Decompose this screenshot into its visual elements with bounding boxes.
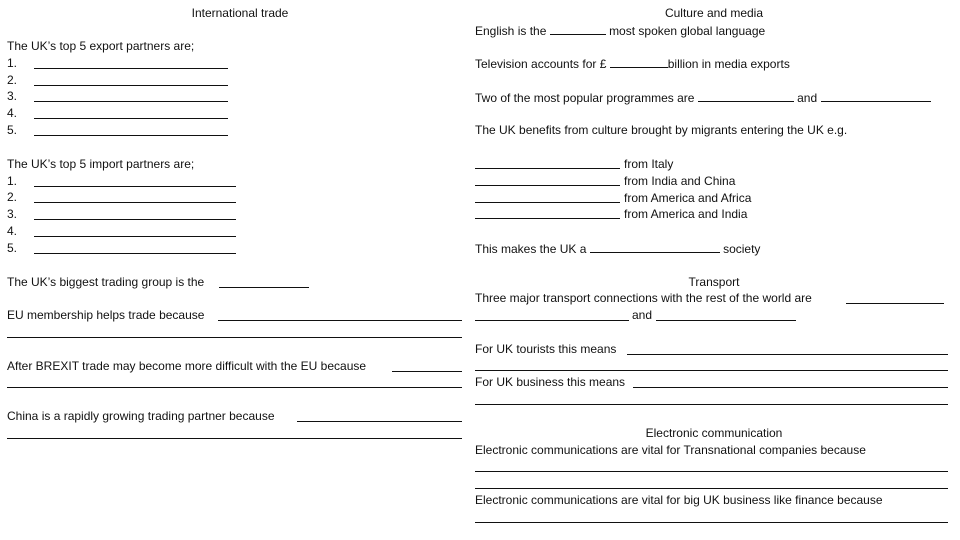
culture-media-title: Culture and media [664, 6, 764, 20]
export-5-blank[interactable] [34, 135, 228, 136]
english-prompt [475, 23, 765, 38]
origin-america-india: from America and India [624, 207, 748, 221]
english-prompt-pre: English is the [475, 24, 547, 38]
trading-group-prompt: The UK’s biggest trading group is the [7, 275, 205, 289]
china-blank-2[interactable] [7, 438, 462, 439]
export-4-blank[interactable] [34, 118, 228, 119]
imports-heading: The UK’s top 5 import partners are; [7, 157, 195, 171]
tv-billion-blank[interactable] [610, 56, 668, 68]
tncs-blank-1[interactable] [475, 471, 948, 472]
china-blank-1[interactable] [297, 421, 462, 422]
programme-2-blank[interactable] [821, 90, 931, 102]
society-prompt [475, 241, 760, 256]
export-number-5: 5. [7, 123, 18, 137]
programmes-prompt [475, 90, 931, 105]
export-number-1: 1. [7, 56, 18, 70]
tncs-prompt: Electronic communications are vital for Transnational companies because [475, 443, 866, 457]
connection-2-blank[interactable] [475, 320, 629, 321]
finance-blank[interactable] [475, 522, 948, 523]
trading-group-blank[interactable] [219, 287, 309, 288]
import-2-blank[interactable] [34, 202, 236, 203]
society-prompt-post: society [723, 242, 761, 256]
electronic-communication-title: Electronic communication [645, 426, 783, 440]
india-china-blank[interactable] [475, 185, 620, 186]
china-prompt: China is a rapidly growing trading partner because [7, 409, 275, 423]
business-blank-1[interactable] [633, 387, 948, 388]
society-blank[interactable] [590, 241, 720, 253]
brexit-blank-1[interactable] [392, 371, 462, 372]
export-number-4: 4. [7, 106, 18, 120]
tv-prompt [475, 56, 790, 71]
export-1-blank[interactable] [34, 68, 228, 69]
import-5-blank[interactable] [34, 253, 236, 254]
export-3-blank[interactable] [34, 101, 228, 102]
programmes-prompt-pre: Two of the most popular programmes are [475, 91, 695, 105]
connections-and: and [632, 308, 653, 322]
export-2-blank[interactable] [34, 85, 228, 86]
america-india-blank[interactable] [475, 218, 620, 219]
export-number-3: 3. [7, 89, 18, 103]
origin-america-africa: from America and Africa [624, 191, 752, 205]
import-number-3: 3. [7, 207, 18, 221]
eu-membership-blank-2[interactable] [7, 337, 462, 338]
tourists-blank-1[interactable] [627, 354, 948, 355]
english-rank-blank[interactable] [550, 23, 606, 35]
eu-membership-prompt: EU membership helps trade because [7, 308, 205, 322]
brexit-blank-2[interactable] [7, 387, 462, 388]
america-africa-blank[interactable] [475, 202, 620, 203]
transport-title: Transport [688, 275, 740, 289]
origin-india-china: from India and China [624, 174, 736, 188]
business-blank-2[interactable] [475, 404, 948, 405]
business-prompt: For UK business this means [475, 375, 626, 389]
import-3-blank[interactable] [34, 219, 236, 220]
brexit-prompt: After BREXIT trade may become more difficult with the EU because [7, 359, 367, 373]
import-number-2: 2. [7, 190, 18, 204]
international-trade-title: International trade [191, 6, 289, 20]
programme-1-blank[interactable] [698, 90, 794, 102]
programmes-and: and [797, 91, 818, 105]
tourists-blank-2[interactable] [475, 370, 948, 371]
society-prompt-pre: This makes the UK a [475, 242, 587, 256]
italy-blank[interactable] [475, 168, 620, 169]
connections-prompt: Three major transport connections with the rest of the world are [475, 291, 812, 305]
connection-3-blank[interactable] [656, 320, 796, 321]
eu-membership-blank-1[interactable] [218, 320, 462, 321]
tv-prompt-post: billion in media exports [667, 57, 790, 71]
finance-prompt: Electronic communications are vital for big UK business like finance because [475, 493, 883, 507]
english-prompt-post: most spoken global language [609, 24, 766, 38]
tv-prompt-pre: Television accounts for £ [475, 57, 607, 71]
import-number-4: 4. [7, 224, 18, 238]
tourists-prompt: For UK tourists this means [475, 342, 617, 356]
import-number-5: 5. [7, 241, 18, 255]
origin-italy: from Italy [624, 157, 674, 171]
import-number-1: 1. [7, 174, 18, 188]
migrants-prompt: The UK benefits from culture brought by migrants entering the UK e.g. [475, 123, 848, 137]
import-1-blank[interactable] [34, 186, 236, 187]
import-4-blank[interactable] [34, 236, 236, 237]
export-number-2: 2. [7, 73, 18, 87]
connection-1-blank[interactable] [846, 303, 944, 304]
tncs-blank-2[interactable] [475, 488, 948, 489]
exports-heading: The UK’s top 5 export partners are; [7, 39, 195, 53]
